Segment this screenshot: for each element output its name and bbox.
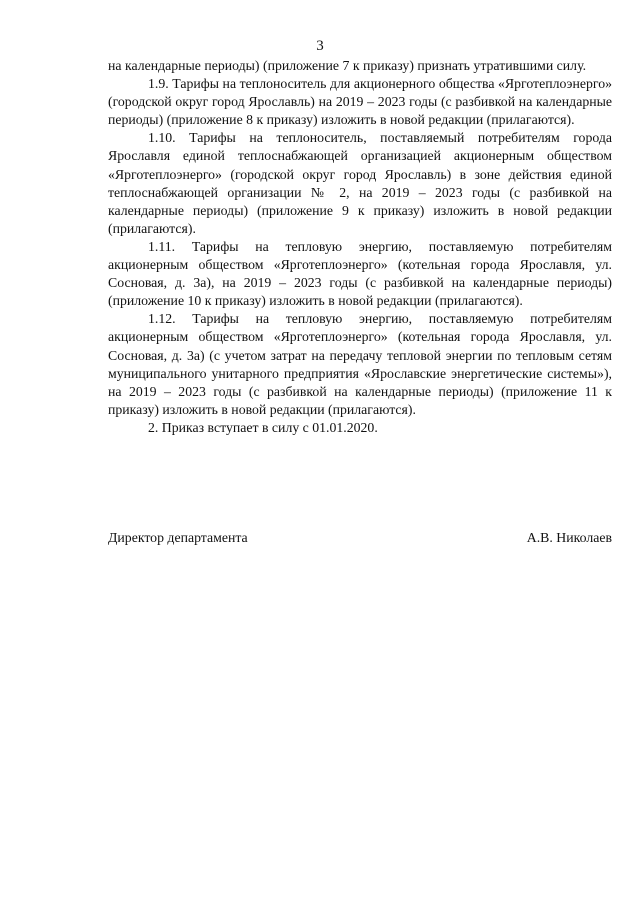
signature-block xyxy=(108,529,612,547)
document-body xyxy=(108,57,612,437)
signatory-name: А.В. Николаев xyxy=(526,530,612,545)
paragraph-1-12: 1.12. Тарифы на тепловую энергию, поставляемую потребителям акционерным обществом «Ярготеплоэнерго» (котельная города Ярославля, ул. Сосновая, д. 3а) (с учетом затрат на передачу тепловой энергии по тепловым сетям муниципального унитарного предприятия «Ярославские энергетические системы»), на 2019 – 2023 годы (с разбивкой на календарные периоды) (приложение 11 к приказу) изложить в новой редакции (прилагаются). xyxy=(108,311,612,417)
paragraph-1-10: 1.10. Тарифы на теплоноситель, поставляемый потребителям города Ярославля единой теплоснабжающей организацией акционерным обществом «Ярготеплоэнерго» (городской округ город Ярославль) в зоне действия единой теплоснабжающей организации № 2, на 2019 – 2023 годы (с разбивкой на календарные периоды) (приложение 9 к приказу) изложить в новой редакции (прилагаются). xyxy=(108,130,612,236)
page-number: 3 xyxy=(316,38,324,54)
paragraph-1-9: 1.9. Тарифы на теплоноситель для акционерного общества «Ярготеплоэнерго» (городской округ город Ярославль) на 2019 – 2023 годы (с разбивкой на календарные периоды) (приложение 8 к приказу) изложить в новой редакции (прилагаются). xyxy=(108,76,612,128)
paragraph-continuation: на календарные периоды) (приложение 7 к приказу) признать утратившими силу. xyxy=(108,58,587,73)
paragraph-2: 2. Приказ вступает в силу с 01.01.2020. xyxy=(148,419,378,435)
paragraph-1-11: 1.11. Тарифы на тепловую энергию, поставляемую потребителям акционерным обществом «Ярготеплоэнерго» (котельная города Ярославля, ул. Сосновая, д. 3а), на 2019 – 2023 годы (с разбивкой на календарные периоды) (приложение 10 к приказу) изложить в новой редакции (прилагаются). xyxy=(108,238,612,309)
signatory-position: Директор департамента xyxy=(108,530,248,545)
